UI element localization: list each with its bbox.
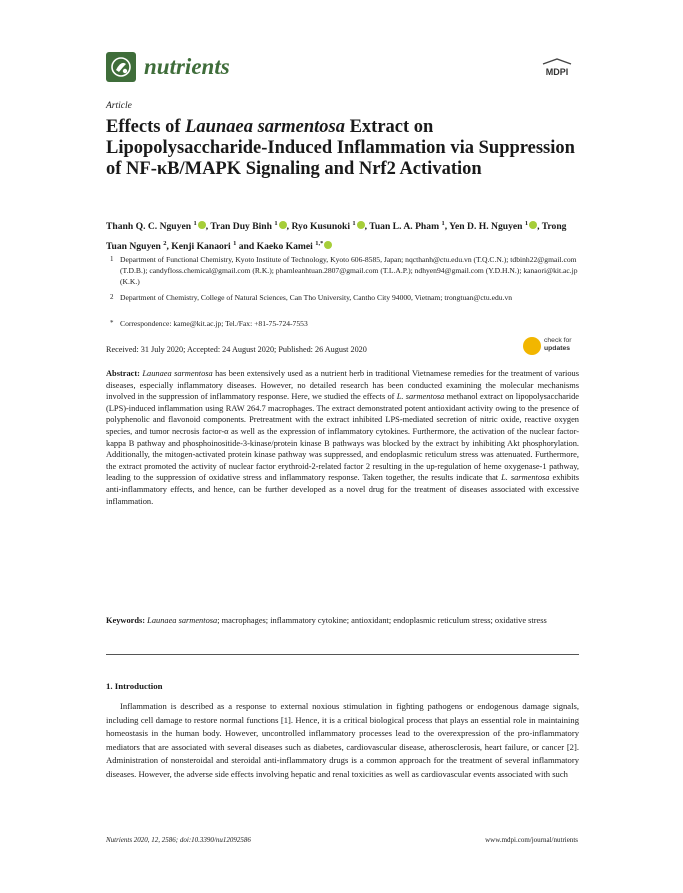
author-affiliation-mark: 1 <box>193 220 197 227</box>
orcid-icon[interactable] <box>529 221 537 229</box>
author-name: Tran Duy Binh $^1$ <box>210 221 286 232</box>
author-list: Thanh Q. C. Nguyen $^1$ , Tran Duy Binh $^1$ , Ryo Kusunoki $^1$ , Tuan L. A. Pham $^1$, Yen D. H. Nguyen $^1$ , Trong Tuan Nguyen $^2$, Kenji Kanaori $^1$ and Kaeko Kamei $^{1,*}$ <box>106 220 567 253</box>
author-name: Kenji Kanaori $^1$ <box>171 240 237 253</box>
author-name: Tuan L. A. Pham $^1$ <box>369 220 445 233</box>
article-type: Article <box>106 101 132 111</box>
author-affiliation-mark: 1 <box>441 220 445 227</box>
correspondence: * Correspondence: kame@kit.ac.jp; Tel./Fax: +81-75-724-7553 <box>110 319 308 328</box>
keywords: Keywords: Launaea sarmentosa; macrophages; inflammatory cytokine; antioxidant; endoplasmic reticulum stress; oxidative stress <box>106 616 547 625</box>
introduction-text: Inflammation is described as a response to external noxious stimulation in fighting pathogens or endogenous damage signals, including cell damage to restore normal functions [1]. Hence, it is a critical biological process that plays an essential role in maintaining homeostasis in the human body. However, uncontrolled inflammatory processes lead to the overexpression of the pro-inflammatory mediators that are associated with several diseases such as diabetes, cardiovascular disease, atherosclerosis, heart failure, or cancer [2]. Administration of nonsteroidal and steroidal anti-inflammatory drugs is a common approach for the treatment of several inflammatory diseases. However, the adverse side effects involving hepatic and renal toxicities as well as cardiovascular events associated with such <box>106 701 579 779</box>
section-divider <box>106 654 579 655</box>
author-affiliation-mark: 1 <box>233 240 237 248</box>
footer-url[interactable]: www.mdpi.com/journal/nutrients <box>485 836 578 844</box>
check-updates-label[interactable]: check for updates <box>544 337 572 352</box>
affiliation-2: 2 Department of Chemistry, College of Natural Sciences, Can Tho University, Cantho City 94000, Vietnam; trongtuan@ctu.edu.vn <box>110 293 513 302</box>
orcid-icon[interactable] <box>279 221 287 229</box>
author-affiliation-mark: 2 <box>163 240 167 248</box>
article-title: Effects of Launaea sarmentosa Extract on Lipopolysaccharide-Induced Inflammation via Suppression of NF-κB/MAPK Signaling and Nrf2 Activation <box>106 117 575 179</box>
author-name: Ryo Kusunoki $^1$ <box>291 221 364 232</box>
author-affiliation-mark: 1,* <box>315 240 324 248</box>
journal-logo-icon <box>106 52 136 82</box>
orcid-icon[interactable] <box>357 221 365 229</box>
author-name: Yen D. H. Nguyen $^1$ <box>449 221 537 232</box>
orcid-icon[interactable] <box>324 241 332 249</box>
section-heading-introduction: 1. Introduction <box>106 681 163 691</box>
author-affiliation-mark: 1 <box>274 220 278 227</box>
publisher-name: MDPI <box>545 67 569 77</box>
affiliation-1: 1 Department of Functional Chemistry, Kyoto Institute of Technology, Kyoto 606-8585, Japan; nqcthanh@ctu.edu.vn (T.Q.C.N.); tdbinh22@gmail.com (T.D.B.); candyfloss.chemical@gmail.com (R.K.); phamleanhtuan.2807@gmail.com (T.L.A.P.); ndhyen94@gmail.com (Y.D.H.N.); kanaori@kit.ac.jp (K.K.) <box>110 255 578 287</box>
author-affiliation-mark: 1 <box>524 220 529 227</box>
orcid-icon[interactable] <box>198 221 206 229</box>
author-affiliation-mark: 1 <box>352 220 356 227</box>
footer-citation: Nutrients 2020, 12, 2586; doi:10.3390/nu12092586 <box>106 836 251 844</box>
author-name: Thanh Q. C. Nguyen $^1$ <box>106 221 206 232</box>
abstract: Abstract: Launaea sarmentosa has been extensively used as a nutrient herb in traditional Vietnamese remedies for the treatment of various diseases, especially inflammatory diseases. However, no detailed research has been conducted examining the molecular mechanisms involved in the suppression of inflammatory response. Here, we studied the effects of L. sarmentosa methanol extract on lipopolysaccharide (LPS)-induced inflammation using RAW 264.7 macrophages. The extract demonstrated potent antioxidant activity owing to the presence of polyphenolic and flavonoid components. Pretreatment with the extract inhibited LPS-mediated secretion of nitric oxide, reactive oxygen species, and tumor necrosis factor-α as well as the expression of inflammatory cytokines. Furthermore, the activation of the nuclear factor-kappa B pathway and phosphoinositide-3-kinase/protein kinase B pathways was blocked by the extract by inhibiting Akt phosphorylation. Additionally, the mitogen-activated protein kinase pathway was suppressed, and endoplasmic reticulum stress was attenuated. Furthermore, the extract promoted the activity of nuclear factor erythroid-2-related factor 2 resulting in the up-regulation of heme oxygenase-1 pathway, leading to the suppression of oxidative stress and inflammatory response. Taken together, the results indicate that L. sarmentosa exhibits anti-inflammatory effects, and hence, can be further developed as a novel drug for the treatment of diseases associated with excessive inflammation. <box>106 369 579 506</box>
journal-name: nutrients <box>144 54 230 79</box>
publication-dates: Received: 31 July 2020; Accepted: 24 August 2020; Published: 26 August 2020 <box>106 345 367 354</box>
mdpi-logo-icon <box>537 58 577 80</box>
author-name: Trong Tuan Nguyen $^2$ <box>106 221 567 253</box>
check-updates-icon[interactable] <box>523 337 541 355</box>
author-name: Kaeko Kamei $^{1,*}$ <box>257 241 333 252</box>
